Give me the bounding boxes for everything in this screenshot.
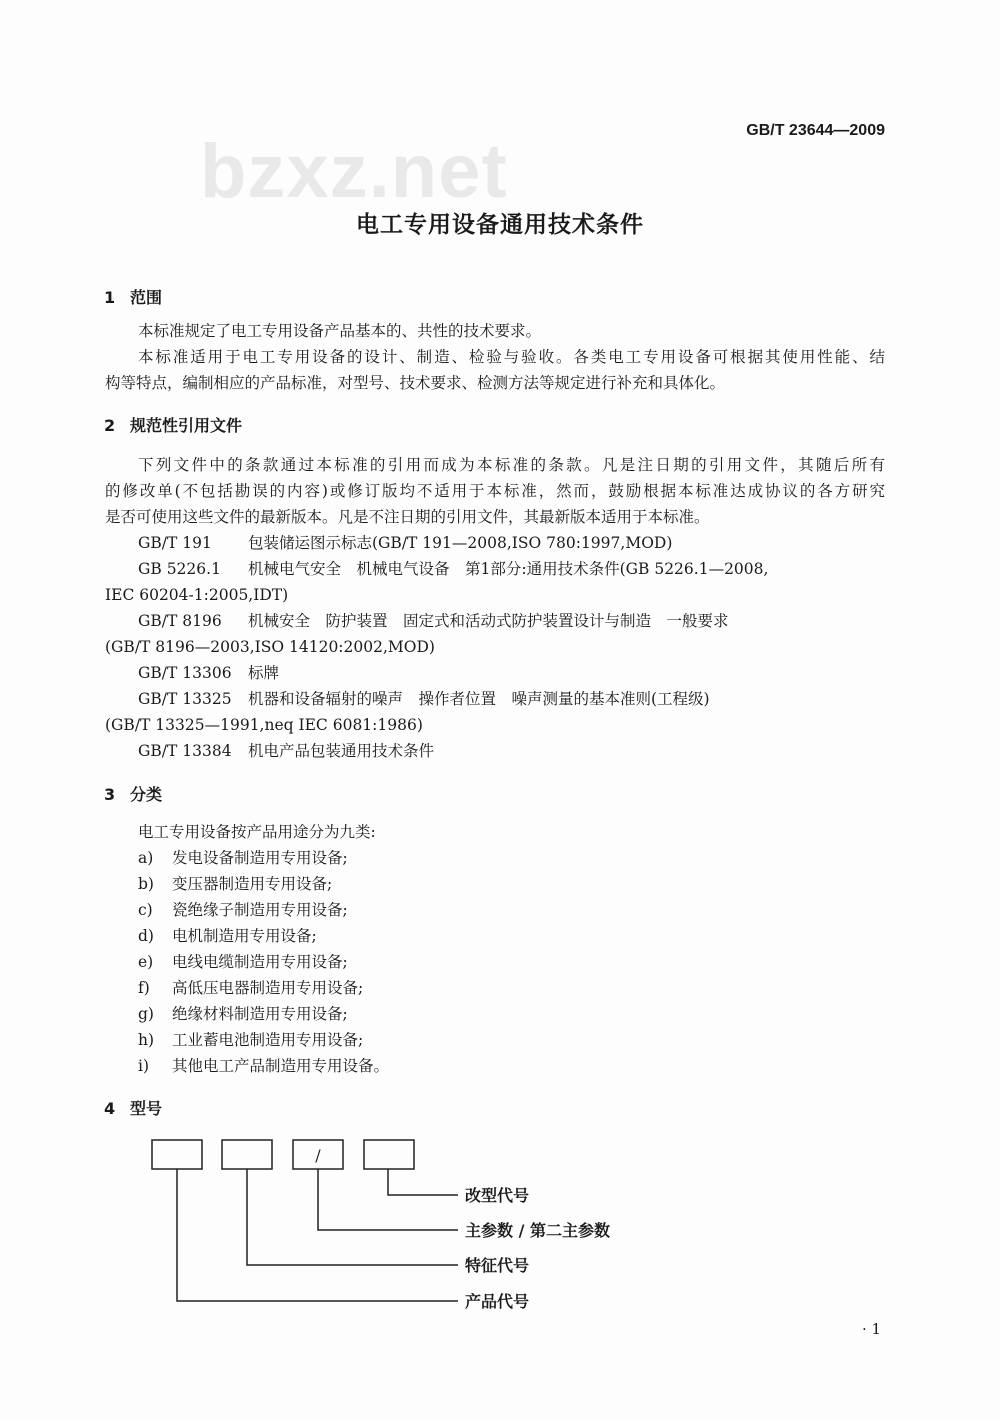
list-text: 电线电缆制造用专用设备; bbox=[172, 953, 348, 971]
leader-line-feature bbox=[247, 1169, 458, 1265]
list-marker: a) bbox=[138, 849, 154, 867]
label-main-parameter: 主参数 / 第二主参数 bbox=[465, 1221, 610, 1240]
paragraph-line: 电工专用设备按产品用途分为九类: bbox=[138, 823, 376, 841]
paragraph-line: 的修改单(不包括勘误的内容)或修订版均不适用于本标准，然而，鼓励根据本标准达成协议的各方研究 bbox=[105, 482, 885, 500]
section-title: 分类 bbox=[130, 785, 163, 804]
list-marker: c) bbox=[138, 901, 153, 919]
leader-line-revision bbox=[388, 1169, 458, 1195]
section-title: 规范性引用文件 bbox=[130, 416, 243, 435]
paragraph-line: 是否可使用这些文件的最新版本。凡是不注日期的引用文件，其最新版本适用于本标准。 bbox=[105, 508, 710, 526]
reference-continuation: (GB/T 8196—2003,ISO 14120:2002,MOD) bbox=[105, 638, 435, 656]
list-text: 高低压电器制造用专用设备; bbox=[172, 979, 364, 997]
page-number: · 1 bbox=[862, 1320, 882, 1338]
reference-text: 标牌 bbox=[248, 664, 280, 682]
code-box-revision bbox=[364, 1140, 414, 1169]
reference-text: 机械电气安全 机械电气设备 第1部分:通用技术条件(GB 5226.1—2008, bbox=[248, 560, 769, 578]
reference-code: GB/T 13325 bbox=[138, 690, 232, 708]
paragraph-line: 构等特点，编制相应的产品标准，对型号、技术要求、检测方法等规定进行补充和具体化。 bbox=[105, 374, 726, 392]
list-marker: f) bbox=[138, 979, 150, 997]
reference-text: 机电产品包装通用技术条件 bbox=[248, 742, 435, 760]
reference-text: 机器和设备辐射的噪声 操作者位置 噪声测量的基本准则(工程级) bbox=[248, 690, 710, 708]
section-number: 4 bbox=[104, 1099, 116, 1118]
paragraph-line: 本标准规定了电工专用设备产品基本的、共性的技术要求。 bbox=[138, 322, 542, 340]
reference-code: GB/T 13306 bbox=[138, 664, 232, 682]
list-marker: i) bbox=[138, 1057, 150, 1075]
reference-code: GB/T 13384 bbox=[138, 742, 232, 760]
list-text: 其他电工产品制造用专用设备。 bbox=[172, 1057, 390, 1075]
list-text: 发电设备制造用专用设备; bbox=[172, 849, 348, 867]
label-feature-code: 特征代号 bbox=[465, 1256, 530, 1275]
watermark: bzxz.net bbox=[200, 129, 508, 214]
page-number-value: 1 bbox=[871, 1320, 882, 1338]
list-marker: e) bbox=[138, 953, 154, 971]
section-title: 范围 bbox=[130, 288, 163, 307]
reference-code: GB/T 8196 bbox=[138, 612, 222, 630]
slash-mark: / bbox=[315, 1146, 321, 1165]
list-text: 变压器制造用专用设备; bbox=[172, 875, 333, 893]
code-box-feature bbox=[222, 1140, 272, 1169]
reference-continuation: IEC 60204-1:2005,IDT) bbox=[105, 586, 289, 604]
paragraph-line: 本标准适用于电工专用设备的设计、制造、检验与验收。各类电工专用设备可根据其使用性能、结 bbox=[138, 348, 885, 366]
paragraph-line: 下列文件中的条款通过本标准的引用而成为本标准的条款。凡是注日期的引用文件，其随后所有 bbox=[138, 456, 885, 474]
label-product-code: 产品代号 bbox=[465, 1292, 530, 1311]
list-text: 瓷绝缘子制造用专用设备; bbox=[172, 901, 348, 919]
reference-code: GB 5226.1 bbox=[138, 560, 221, 578]
document-title: 电工专用设备通用技术条件 bbox=[356, 212, 644, 238]
list-marker: d) bbox=[138, 927, 154, 945]
section-title: 型号 bbox=[130, 1099, 163, 1118]
code-box-product bbox=[152, 1140, 202, 1169]
section-number: 2 bbox=[104, 416, 116, 435]
list-text: 工业蓄电池制造用专用设备; bbox=[172, 1031, 364, 1049]
label-revision-code: 改型代号 bbox=[465, 1186, 530, 1205]
list-marker: g) bbox=[138, 1005, 154, 1023]
reference-continuation: (GB/T 13325—1991,neq IEC 6081:1986) bbox=[105, 716, 423, 734]
reference-text: 包装储运图示标志(GB/T 191—2008,ISO 780:1997,MOD) bbox=[248, 534, 673, 552]
reference-text: 机械安全 防护装置 固定式和活动式防护装置设计与制造 一般要求 bbox=[248, 612, 729, 630]
list-text: 绝缘材料制造用专用设备; bbox=[172, 1005, 348, 1023]
standard-code: GB/T 23644—2009 bbox=[746, 122, 885, 139]
list-marker: b) bbox=[138, 875, 154, 893]
section-number: 1 bbox=[104, 288, 116, 307]
reference-code: GB/T 191 bbox=[138, 534, 212, 552]
section-number: 3 bbox=[104, 785, 116, 804]
list-marker: h) bbox=[138, 1031, 155, 1049]
list-text: 电机制造用专用设备; bbox=[172, 927, 317, 945]
